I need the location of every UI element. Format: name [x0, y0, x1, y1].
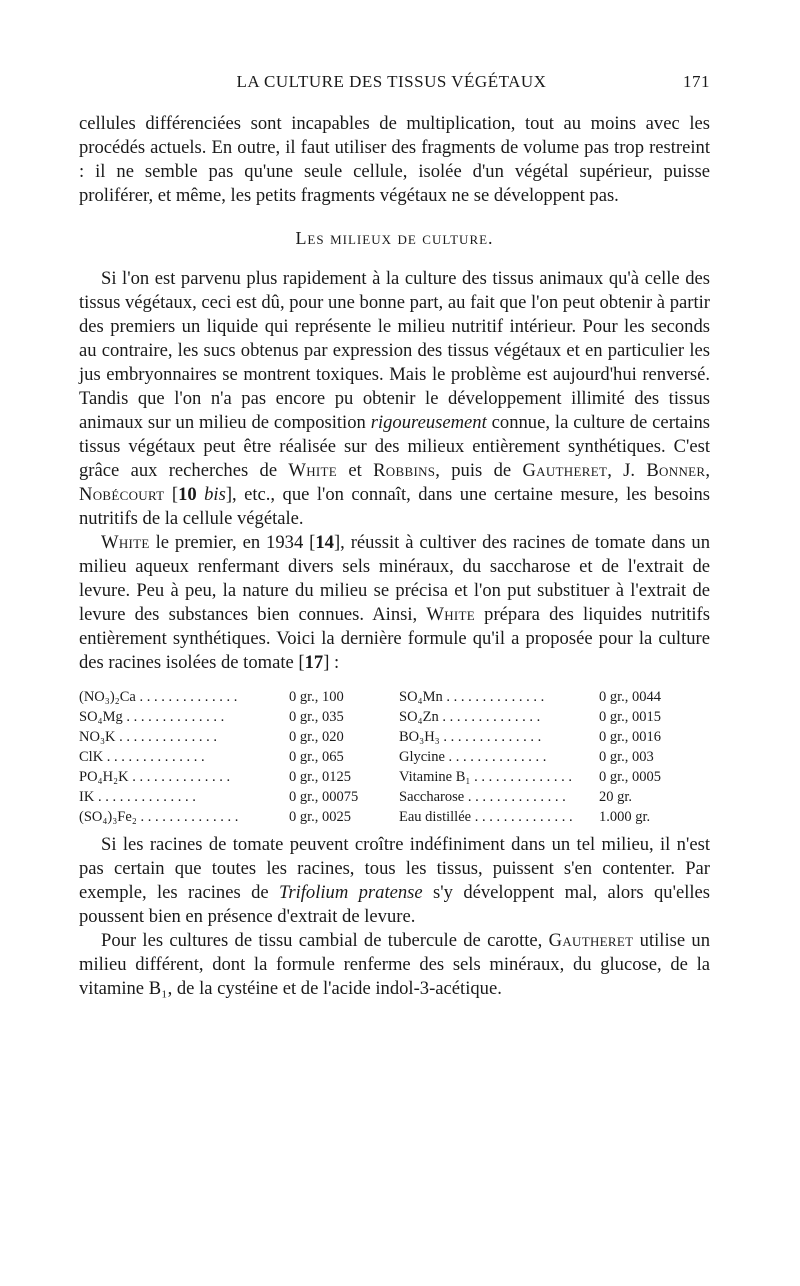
reference-number: 17 [304, 652, 324, 673]
paragraph-continuation: cellules différenciées sont incapables de multiplication, tout au moins avec les procédés actuels. En outre, il faut utiliser des fragments de volume pas trop restreint : il ne semble pas qu'une seule cellule, isolée d'un végétal supérieur, puisse proliférer, et même, les petits fragments végétaux ne se développent pas. [79, 113, 710, 206]
ingredient-name: NO₃K . . . [79, 727, 289, 747]
ingredient-quantity: 0 gr., 00075 [289, 789, 359, 805]
ingredient-name: Eau distillée . . . [399, 807, 599, 827]
reference-number: 10 [178, 484, 197, 505]
ingredient-name: (SO₄)₃Fe₂ . . . [79, 807, 289, 827]
ingredient-name: (NO₃)₂Ca . . . [79, 687, 289, 707]
ingredient-name: PO₄H₂K . . . [79, 767, 289, 787]
formula-row [79, 687, 710, 707]
ingredient-quantity: 0 gr., 0005 [599, 769, 662, 785]
paragraph-gautheret: Pour les cultures de tissu cambial de tubercule de carotte, Gautheret utilise un milieu différent, dont la formule renferme des sels minéraux, du glucose, de la vitamine B₁, de la cystéine et de l'acide indol-3-acétique. [79, 930, 710, 999]
paragraph-trifolium: Si les racines de tomate peuvent croître indéfiniment dans un tel milieu, il n'est pas certain que toutes les racines, tous les tissus, puissent s'en contenter. Par exemple, les racines de Trifolium pratense s'y développent mal, alors qu'elles poussent bien en présence d'extrait de levure. [79, 834, 711, 927]
ingredient-quantity: 0 gr., 035 [289, 709, 344, 725]
author-name: Nobécourt [79, 484, 165, 505]
formula-row [79, 767, 710, 787]
running-title: LA CULTURE DES TISSUS VÉGÉTAUX [236, 72, 547, 91]
species-name: Trifolium pratense [279, 882, 423, 903]
ingredient-name: SO₄Mg . . . [79, 707, 289, 727]
ingredient-quantity: 0 gr., 0015 [599, 709, 662, 725]
ingredient-quantity: 20 gr. [599, 789, 633, 805]
ingredient-name: SO₄Mn . . . [399, 687, 599, 707]
ingredient-name: ClK . . . [79, 747, 289, 767]
ingredient-quantity: 0 gr., 003 [599, 749, 654, 765]
formula-row [79, 787, 710, 807]
author-name: White [426, 604, 475, 625]
author-name: Bonner [646, 460, 706, 481]
author-name: White [101, 532, 150, 553]
ingredient-name: SO₄Zn . . . [399, 707, 599, 727]
ingredient-name: Saccharose . . . [399, 787, 599, 807]
author-name: Gautheret [548, 930, 634, 951]
reference-number: 14 [315, 532, 334, 553]
paragraph-white: White le premier, en 1934 [14], réussit à cultiver des racines de tomate dans un milieu aqueux renfermant divers sels minéraux, du saccharose et de l'extrait de levure. Peu à peu, la nature du milieu se précisa et l'on put substituer à l'extrait de levure des substances bien connues. Ainsi, White prépara des liquides nutritifs entièrement synthétiques. Voici la dernière formule qu'il a proposée pour la culture des racines isolées de tomate [17] : [79, 532, 711, 673]
ingredient-name: Vitamine B₁ . . . [399, 767, 599, 787]
formula-row [79, 807, 710, 827]
formula-row [79, 747, 710, 767]
page-number: 171 [683, 72, 710, 91]
ingredient-quantity: 1.000 gr. [599, 809, 651, 825]
paragraph-culture-media: Si l'on est parvenu plus rapidement à la culture des tissus animaux qu'à celle des tissus végétaux, ceci est dû, pour une bonne part, au fait que l'on peut obtenir à partir des premiers un liquide qui représente le milieu nutritif intérieur. Pour les seconds au contraire, les sucs obtenus par expression des tissus végétaux et en particulier les jus embryonnaires se montrent toxiques. Mais le problème est aujourd'hui renversé. Tandis que l'on n'a pas encore pu obtenir le développement illimité des tissus animaux sur un milieu de composition rigoureusement connue, la culture de certains tissus végétaux peut être réalisée sur des milieux entièrement synthétiques. C'est grâce aux recherches de White et Robbins, puis de Gautheret, J. Bonner, Nobécourt [10 bis], etc., que l'on connaît, dans une certaine mesure, les besoins nutritifs de la cellule végétale. [79, 268, 710, 529]
section-heading: Les milieux de culture. [295, 228, 494, 248]
formula-row [79, 727, 710, 747]
author-name: Gautheret [522, 460, 608, 481]
author-name: White [288, 460, 338, 481]
ingredient-name: BO₃H₃ . . . [399, 727, 599, 747]
emphasis-text: rigoureusement [370, 412, 487, 433]
author-name: Robbins [373, 460, 436, 481]
ingredient-name: IK . . . [79, 787, 289, 807]
formula-row [79, 707, 710, 727]
ingredient-quantity: 0 gr., 0016 [599, 729, 662, 745]
ingredient-quantity: 0 gr., 065 [289, 749, 344, 765]
body-text [79, 112, 710, 1001]
ingredient-quantity: 0 gr., 020 [289, 729, 344, 745]
ingredient-quantity: 0 gr., 0025 [289, 809, 352, 825]
ingredient-quantity: 0 gr., 100 [289, 689, 344, 705]
nutrient-formula-table [79, 687, 710, 827]
running-header [80, 72, 710, 92]
ingredient-quantity: 0 gr., 0044 [599, 689, 662, 705]
ingredient-name: Glycine . . . [399, 747, 599, 767]
ingredient-quantity: 0 gr., 0125 [289, 769, 352, 785]
